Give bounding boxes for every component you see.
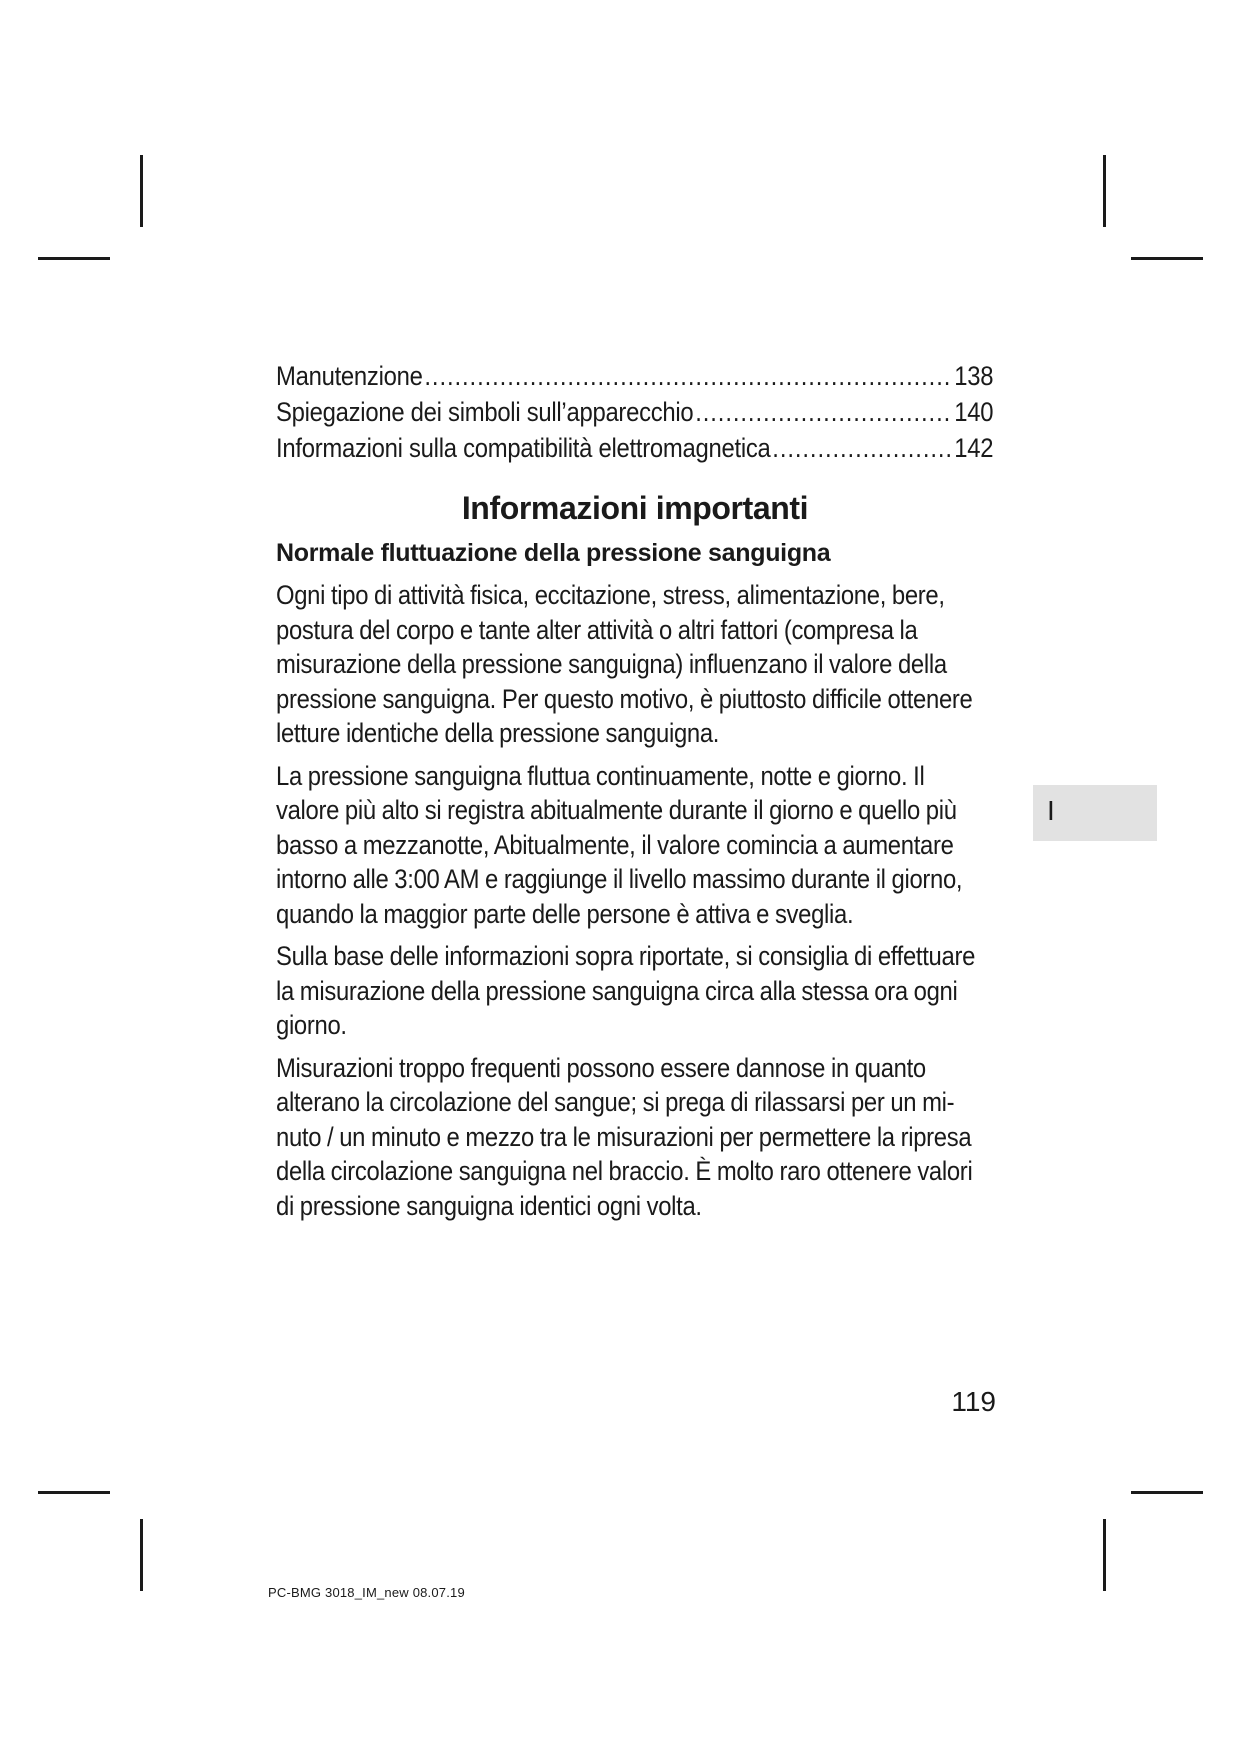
crop-mark-bottom-left-vertical	[140, 1519, 143, 1591]
paragraph: Ogni tipo di attività fisica, eccitazione, stress, alimentazione, bere, postura del corpo e tante alter attività o altri fattori (compresa la misurazione della pressione sanguigna) influenzano il valore della pressione sanguigna. Per questo motivo, è piuttosto difficile ottenere letture identiche della pressione sanguigna.	[276, 580, 973, 748]
table-of-contents	[276, 358, 994, 466]
paragraph: La pressione sanguigna fluttua continuamente, notte e giorno. Il valore più alto si registra abitualmente durante il giorno e quello più basso a mezzanotte, Abitualmente, il valore comincia a aumentare intorno alle 3:00 AM e raggiunge il livello massimo durante il giorno, quando la maggior parte delle persone è attiva e sveglia.	[276, 760, 963, 929]
crop-mark-bottom-right-vertical	[1103, 1519, 1106, 1591]
section-title: Informazioni importanti	[461, 490, 809, 526]
crop-mark-top-left-horizontal	[38, 257, 110, 260]
toc-leader-dots	[772, 430, 952, 466]
toc-leader-dots	[424, 358, 952, 394]
toc-entry-label: Informazioni sulla compatibilità elettromagnetica	[276, 433, 771, 463]
toc-entry-label: Manutenzione	[276, 361, 423, 391]
toc-entry-label: Spiegazione dei simboli sull’apparecchio	[276, 397, 694, 427]
section-subtitle: Normale fluttuazione della pressione sanguigna	[276, 539, 831, 567]
crop-mark-top-right-vertical	[1103, 155, 1106, 227]
crop-mark-bottom-right-horizontal	[1131, 1491, 1203, 1494]
toc-entry[interactable]	[276, 394, 993, 430]
side-tab-label: I	[1047, 795, 1055, 826]
toc-entry-page: 142	[954, 433, 994, 463]
print-footer: PC-BMG 3018_IM_new 08.07.19	[268, 1585, 465, 1600]
paragraph: Misurazioni troppo frequenti possono essere dannose in quanto alterano la circolazione del sangue; si prega di rilassarsi per un mi-nuto / un minuto e mezzo tra le misurazioni per permettere la ripresa della circolazione sanguigna nel braccio. È molto raro ottenere valori di pressione sanguigna identici ogni volta.	[276, 1052, 973, 1221]
crop-mark-bottom-left-horizontal	[38, 1491, 110, 1494]
toc-entry[interactable]	[276, 430, 993, 466]
paragraph: Sulla base delle informazioni sopra riportate, si consiglia di effettuare la misurazione della pressione sanguigna circa alla stessa ora ogni giorno.	[276, 941, 976, 1040]
crop-mark-top-left-vertical	[140, 155, 143, 227]
page-number: 119	[951, 1386, 996, 1417]
toc-leader-dots	[695, 394, 952, 430]
toc-entry-page: 138	[954, 361, 994, 391]
crop-mark-top-right-horizontal	[1131, 257, 1203, 260]
toc-entry-page: 140	[954, 397, 994, 427]
language-side-tab	[1033, 785, 1157, 841]
toc-entry[interactable]	[276, 358, 993, 394]
page-content	[276, 358, 994, 1223]
